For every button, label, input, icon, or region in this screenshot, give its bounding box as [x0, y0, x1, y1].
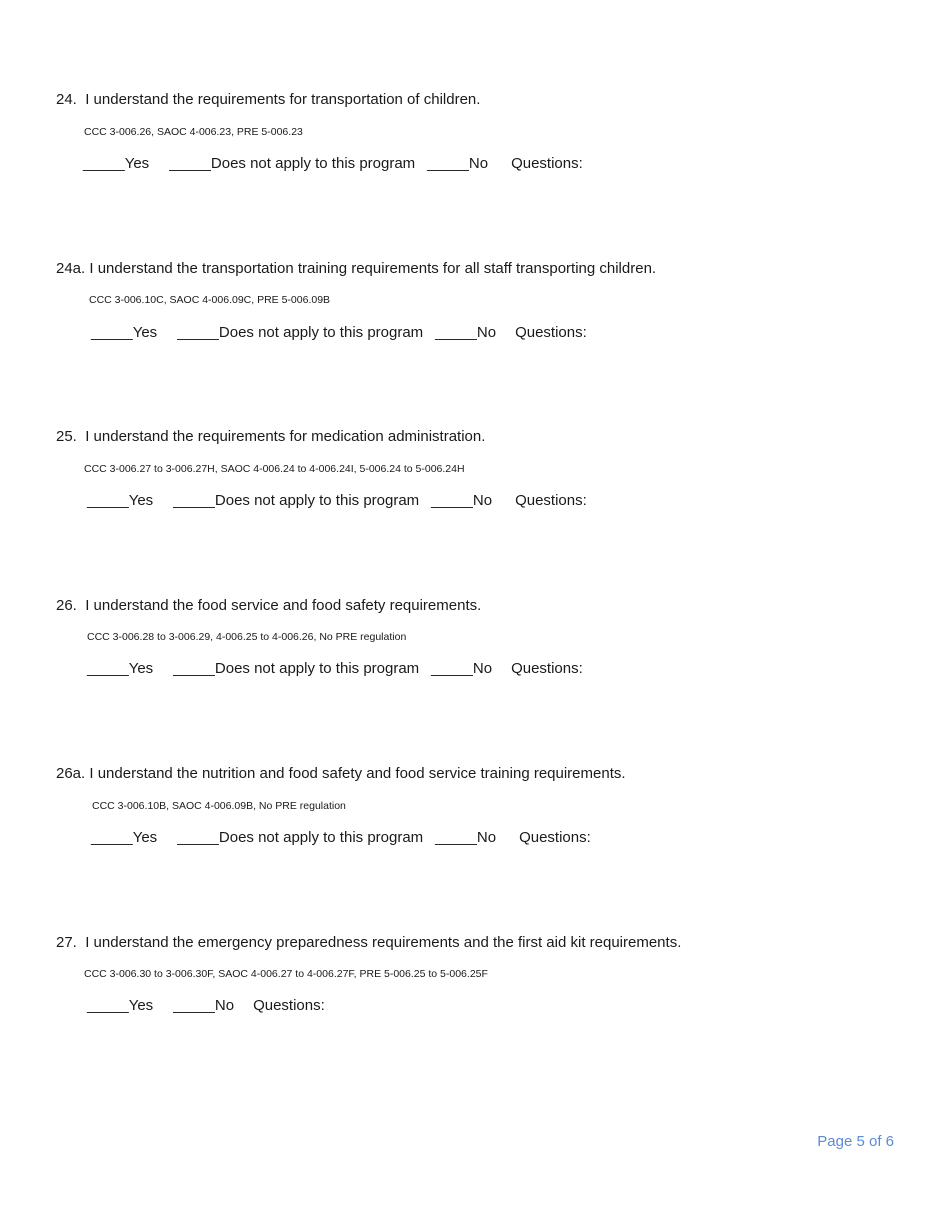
regulation-citation: CCC 3-006.30 to 3-006.30F, SAOC 4-006.27 to 4-006.27F, PRE 5-006.25 to 5-006.25F	[84, 968, 488, 980]
answer-does-not-apply[interactable]: _____Does not apply to this program	[177, 829, 424, 846]
question-text: I understand the nutrition and food safety and food service training requirements.	[89, 765, 626, 782]
answer-yes[interactable]: _____Yes	[87, 492, 154, 509]
answer-options	[87, 492, 587, 509]
regulation-citation: CCC 3-006.26, SAOC 4-006.23, PRE 5-006.23	[84, 126, 303, 138]
answer-no[interactable]: _____No	[431, 492, 493, 509]
question-number: 24a.	[56, 260, 86, 277]
answer-options	[83, 155, 583, 172]
questions-label: Questions:	[515, 324, 587, 341]
answer-no[interactable]: _____No	[435, 324, 497, 341]
regulation-citation: CCC 3-006.10C, SAOC 4-006.09C, PRE 5-006.09B	[89, 294, 331, 306]
question-text: I understand the requirements for medication administration.	[85, 428, 486, 445]
questions-label: Questions:	[515, 492, 587, 509]
question-number: 26a.	[56, 765, 86, 782]
question-title	[56, 260, 656, 277]
answer-no[interactable]: _____No	[435, 829, 497, 846]
questions-label: Questions:	[511, 155, 583, 172]
question-title	[56, 597, 481, 614]
question-text: I understand the emergency preparedness requirements and the first aid kit requirements.	[85, 934, 682, 951]
answer-does-not-apply[interactable]: _____Does not apply to this program	[169, 155, 416, 172]
answer-yes[interactable]: _____Yes	[91, 829, 158, 846]
regulation-citation: CCC 3-006.10B, SAOC 4-006.09B, No PRE regulation	[92, 800, 346, 812]
answer-does-not-apply[interactable]: _____Does not apply to this program	[173, 492, 420, 509]
regulation-citation: CCC 3-006.27 to 3-006.27H, SAOC 4-006.24 to 4-006.24I, 5-006.24 to 5-006.24H	[84, 463, 465, 475]
answer-yes[interactable]: _____Yes	[91, 324, 158, 341]
question-title	[56, 934, 681, 951]
question-number: 26.	[56, 597, 77, 614]
question-text: I understand the transportation training requirements for all staff transporting children.	[89, 260, 657, 277]
question-number: 24.	[56, 91, 77, 108]
answer-options	[91, 829, 591, 846]
question-title	[56, 765, 626, 782]
answer-does-not-apply[interactable]: _____Does not apply to this program	[177, 324, 424, 341]
questions-label: Questions:	[253, 997, 325, 1014]
answer-no[interactable]: _____No	[431, 660, 493, 677]
question-number: 25.	[56, 428, 77, 445]
answer-does-not-apply[interactable]: _____Does not apply to this program	[173, 660, 420, 677]
question-title	[56, 91, 480, 108]
question-text: I understand the requirements for transportation of children.	[85, 91, 481, 108]
answer-yes[interactable]: _____Yes	[87, 997, 154, 1014]
questions-label: Questions:	[511, 660, 583, 677]
answer-options	[87, 660, 583, 677]
question-title	[56, 428, 485, 445]
question-text: I understand the food service and food safety requirements.	[85, 597, 482, 614]
answer-options	[91, 324, 587, 341]
answer-yes[interactable]: _____Yes	[83, 155, 150, 172]
regulation-citation: CCC 3-006.28 to 3-006.29, 4-006.25 to 4-006.26, No PRE regulation	[87, 631, 407, 643]
answer-no[interactable]: _____No	[173, 997, 235, 1014]
answer-yes[interactable]: _____Yes	[87, 660, 154, 677]
page-number: Page 5 of 6	[817, 1133, 894, 1150]
answer-options	[87, 997, 325, 1014]
questions-label: Questions:	[519, 829, 591, 846]
question-number: 27.	[56, 934, 77, 951]
answer-no[interactable]: _____No	[427, 155, 489, 172]
